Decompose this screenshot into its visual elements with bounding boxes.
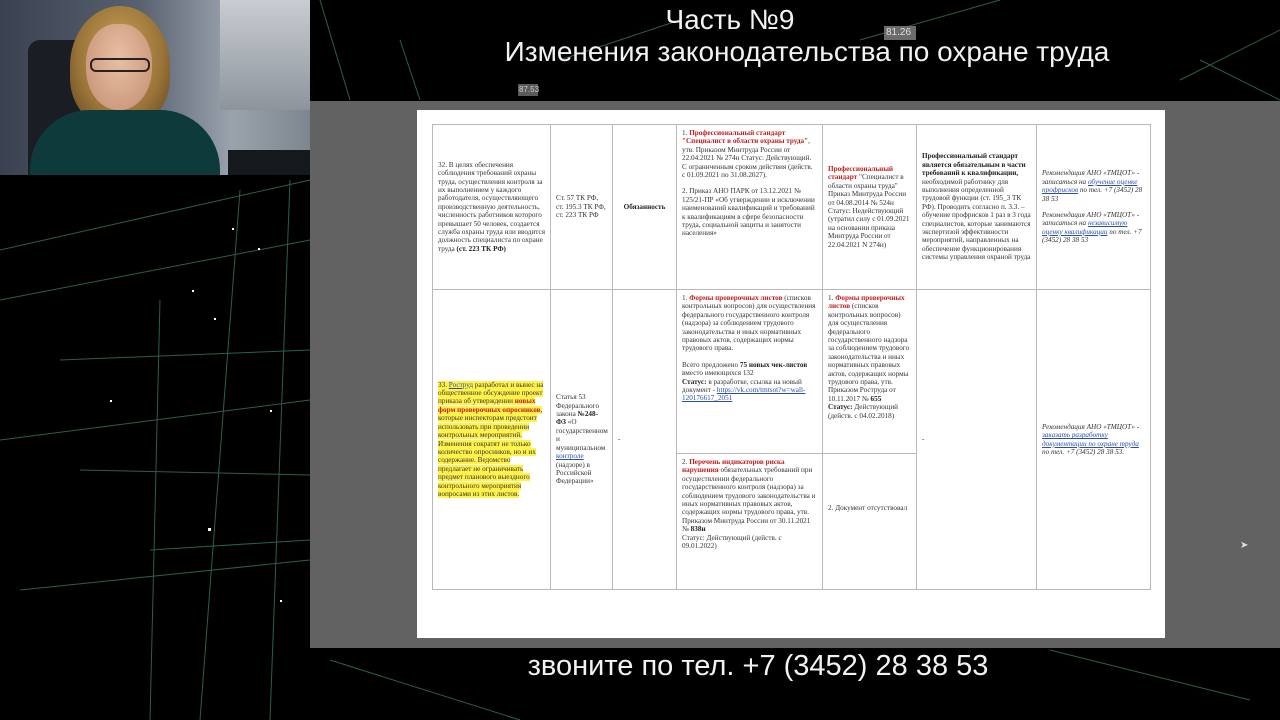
cell-old-document: 1. Формы проверочных листов (списков контрольных вопросов) для осуществления федерального государственного надзора за соблюдением трудового законодательства и иных нормативных правовых актов, содержащих нормы трудового права, утв. Приказом Роструда от 10.11.2017 № 655 Статус: Действующий (действ. с 04.02.2018) 2. Документ отсутствовал bbox=[823, 290, 917, 590]
footer-phone-banner: звоните по тел. +7 (3452) 28 38 53 bbox=[527, 650, 989, 682]
vk-document-link[interactable]: https://vk.com/tmtsot?w=wall-120176617_2051 bbox=[682, 386, 806, 403]
cell-recommendation: Рекомендация АНО «ТМЦОТ» - записаться на обучение оценке профрисков по тел. +7 (3452) 28 38 53 Рекомендация АНО «ТМЦОТ» - записаться на независимую оценку квалификации по тел. +7 (3452) 28 38 53 bbox=[1037, 125, 1151, 290]
webcam-monitor bbox=[228, 150, 310, 175]
presenter-body bbox=[30, 110, 220, 175]
slide-topic-title: Изменения законодательства по охране труда bbox=[504, 36, 1110, 67]
rostrud-link[interactable]: Роструд bbox=[448, 380, 474, 389]
qualification-link[interactable]: независимую оценку квалификации bbox=[1042, 219, 1128, 236]
training-link[interactable]: обучение оценке профрисков bbox=[1042, 177, 1138, 195]
cell-requirement: 32. В целях обеспечения соблюдения требований охраны труда, осуществления контроля за их выполнением у каждого работодателя, осуществляющего производственную деятельность, численность работников которого превышает 50 человек, создается служба охраны труда или вводится должность специалиста по охране труда (ст. 223 ТК РФ) bbox=[433, 125, 551, 290]
cell-obligation: - bbox=[613, 290, 677, 590]
cell-new-document: 1. Профессиональный стандарт "Специалист в области охраны труда", утв. Приказом Минтруда России от 22.04.2021 № 274н Статус: Действующий. С ограниченным сроком действия (действ. с 01.09.2021 по 31.08.2027). 2. Приказ АНО ПАРК от 13.12.2021 № 125/21-ПР «Об утверждении и исключении наименований квалификаций и требований к квалификациям в сфере безопасности труда, социальной защиты и занятости населения» bbox=[677, 125, 823, 290]
cell-legal-basis: Ст. 57 ТК РФ, ст. 195.3 ТК РФ, ст. 223 ТК РФ bbox=[551, 125, 613, 290]
table-row-33 bbox=[433, 290, 1151, 590]
cell-new-document: 1. Формы проверочных листов (списков контрольных вопросов) для осуществления федерального государственного контроля (надзора) за соблюдением трудового законодательства и иных нормативных правовых актов, содержащих нормы трудового права. Всего предложено 75 новых чек-листов вместо имеющихся 132 Статус: в разработке, ссылка на новый документ - https://vk.com/tmtsot?w=wall-120176617_2051 2. Перечень индикаторов риска нарушения обязательных требований при осуществлении федерального государственного контроля (надзора) за соблюдением трудового законодательства и иных нормативных правовых актов, содержащих нормы трудового права, утв. Приказом Минтруда России от 30.11.2021 № 838н Статус: Действующий (действ. с 09.01.2022) bbox=[677, 290, 823, 590]
slide-part-title: Часть №9 bbox=[665, 4, 795, 35]
background-number: 81.26 bbox=[886, 27, 912, 38]
cell-requirement: 33. Роструд разработал и вынес на общественное обсуждение проект приказа об утверждении новых форм проверочных опросников, которые инспекторам предстоит использовать при проведении контрольных мероприятий. Изменения сократят не только количество опросников, но и их содержание. Ведомство предлагает не ограничивать предмет планового выездного контрольного мероприятия вопросами из этих листов. bbox=[433, 290, 551, 590]
background-number: 87.53 bbox=[519, 85, 540, 94]
cell-obligation: Обязанность bbox=[613, 125, 677, 290]
control-link[interactable]: контроле bbox=[556, 452, 584, 461]
mouse-cursor-icon: ➤ bbox=[1240, 540, 1249, 551]
documentation-order-link[interactable]: заказать разработку документации по охране труда bbox=[1042, 431, 1139, 448]
cell-comment: Профессиональный стандарт является обязательным в части требований к квалификации, необходимой работнику для выполнения определенной трудовой функции (ст. 195_3 ТК РФ). Проводить согласно п. 3.3. – обучение профрисков 1 раз в 3 года специалистов, которые занимаются экспертизой эффективности мероприятий, направленных на обеспечение функционирования системы управления охраной труда bbox=[917, 125, 1037, 290]
cell-comment: - bbox=[917, 290, 1037, 590]
cell-legal-basis: Статья 53 Федерального закона №248-ФЗ «О государственном и муниципальном контроле (надзоре) в Российской Федерации» bbox=[551, 290, 613, 590]
table-row-32 bbox=[433, 125, 1151, 290]
legislation-table bbox=[432, 124, 1151, 590]
cell-old-document: Профессиональный стандарт "Специалист в области охраны труда" Приказ Минтруда России от 04.08.2014 № 524н Статус: Недействующий (утратил силу с 01.09.2021 на основании приказа Минтруда России от 22.04.2021 N 274н) bbox=[823, 125, 917, 290]
cell-recommendation: Рекомендация АНО «ТМЦОТ» - заказать разработку документации по охране труда по тел. +7 (3452) 28 38 53. bbox=[1037, 290, 1151, 590]
